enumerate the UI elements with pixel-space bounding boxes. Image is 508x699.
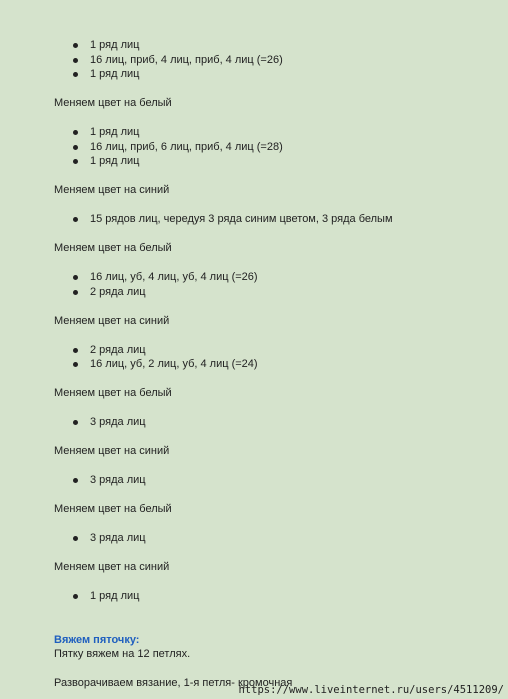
spacer xyxy=(54,459,488,473)
spacer xyxy=(54,256,488,270)
bullet-icon xyxy=(73,536,78,541)
list-item xyxy=(54,589,488,604)
list-item-text: 16 лиц, приб, 6 лиц, приб, 4 лиц (=28) xyxy=(90,140,283,153)
spacer xyxy=(54,430,488,444)
list-item xyxy=(54,531,488,546)
bullet-icon xyxy=(73,159,78,164)
list-item-text: 1 ряд лиц xyxy=(90,590,140,603)
spacer xyxy=(54,517,488,531)
list-item-text: 15 рядов лиц, чередуя 3 ряда синим цветом, 3 ряда белым xyxy=(90,213,393,226)
list-item-text: 1 ряд лиц xyxy=(90,39,140,51)
list-item-text: 3 ряда лиц xyxy=(90,416,146,429)
paragraph: Пятку вяжем на 12 петлях. xyxy=(54,648,191,661)
list-item xyxy=(54,125,488,140)
bullet-icon xyxy=(73,217,78,222)
bullet-list xyxy=(54,343,488,372)
spacer xyxy=(54,618,488,632)
paragraph: Меняем цвет на белый xyxy=(54,242,172,255)
spacer xyxy=(54,662,488,676)
list-item xyxy=(54,270,488,285)
list-item xyxy=(54,212,488,227)
spacer xyxy=(54,299,488,313)
paragraph: Меняем цвет на синий xyxy=(54,314,170,327)
bullet-icon xyxy=(73,478,78,483)
spacer xyxy=(54,488,488,502)
paragraph: Меняем цвет на синий xyxy=(54,445,170,458)
bullet-icon xyxy=(73,145,78,150)
document-body xyxy=(54,38,488,691)
bullet-icon xyxy=(73,420,78,425)
paragraph: Меняем цвет на синий xyxy=(54,561,170,574)
paragraph: Меняем цвет на белый xyxy=(54,387,172,400)
paragraph: Меняем цвет на белый xyxy=(54,503,172,516)
list-item xyxy=(54,140,488,155)
list-item xyxy=(54,415,488,430)
bullet-icon xyxy=(73,43,78,48)
list-item xyxy=(54,343,488,358)
list-item-text: 2 ряда лиц xyxy=(90,285,146,298)
list-item-text: 1 ряд лиц xyxy=(90,68,140,81)
list-item-text: 1 ряд лиц xyxy=(90,126,140,139)
list-item-text: 1 ряд лиц xyxy=(90,155,140,168)
bullet-icon xyxy=(73,362,78,367)
bullet-icon xyxy=(73,130,78,135)
paragraph: Меняем цвет на белый xyxy=(54,97,172,110)
spacer xyxy=(54,546,488,560)
section-heading: Вяжем пяточку: xyxy=(54,633,140,646)
spacer xyxy=(54,111,488,125)
source-url: https://www.liveinternet.ru/users/4511209/ xyxy=(238,684,504,696)
list-item xyxy=(54,285,488,300)
list-item-text: 16 лиц, уб, 2 лиц, уб, 4 лиц (=24) xyxy=(90,358,258,371)
bullet-list xyxy=(54,589,488,604)
bullet-list xyxy=(54,125,488,169)
list-item xyxy=(54,67,488,82)
bullet-icon xyxy=(73,290,78,295)
bullet-list xyxy=(54,38,488,82)
list-item xyxy=(54,473,488,488)
bullet-icon xyxy=(73,348,78,353)
spacer xyxy=(54,328,488,342)
bullet-icon xyxy=(73,275,78,280)
paragraph: Меняем цвет на синий xyxy=(54,184,170,197)
spacer xyxy=(54,604,488,618)
list-item-text: 3 ряда лиц xyxy=(90,532,146,545)
spacer xyxy=(54,198,488,212)
spacer xyxy=(54,372,488,386)
spacer xyxy=(54,227,488,241)
list-item xyxy=(54,154,488,169)
bullet-list xyxy=(54,270,488,299)
paragraph: Разворачиваем вязание, 1-я петля- кромочная xyxy=(54,677,293,690)
spacer xyxy=(54,82,488,96)
list-item xyxy=(54,53,488,68)
bullet-list xyxy=(54,531,488,546)
bullet-list xyxy=(54,415,488,430)
list-item-text: 16 лиц, приб, 4 лиц, приб, 4 лиц (=26) xyxy=(90,53,283,66)
list-item-text: 2 ряда лиц xyxy=(90,343,146,356)
spacer xyxy=(54,401,488,415)
bullet-list xyxy=(54,212,488,227)
list-item xyxy=(54,38,488,53)
bullet-icon xyxy=(73,72,78,77)
bullet-list xyxy=(54,473,488,488)
spacer xyxy=(54,169,488,183)
list-item-text: 16 лиц, уб, 4 лиц, уб, 4 лиц (=26) xyxy=(90,271,258,284)
spacer xyxy=(54,575,488,589)
list-item xyxy=(54,357,488,372)
list-item-text: 3 ряда лиц xyxy=(90,474,146,487)
bullet-icon xyxy=(73,58,78,63)
bullet-icon xyxy=(73,594,78,599)
